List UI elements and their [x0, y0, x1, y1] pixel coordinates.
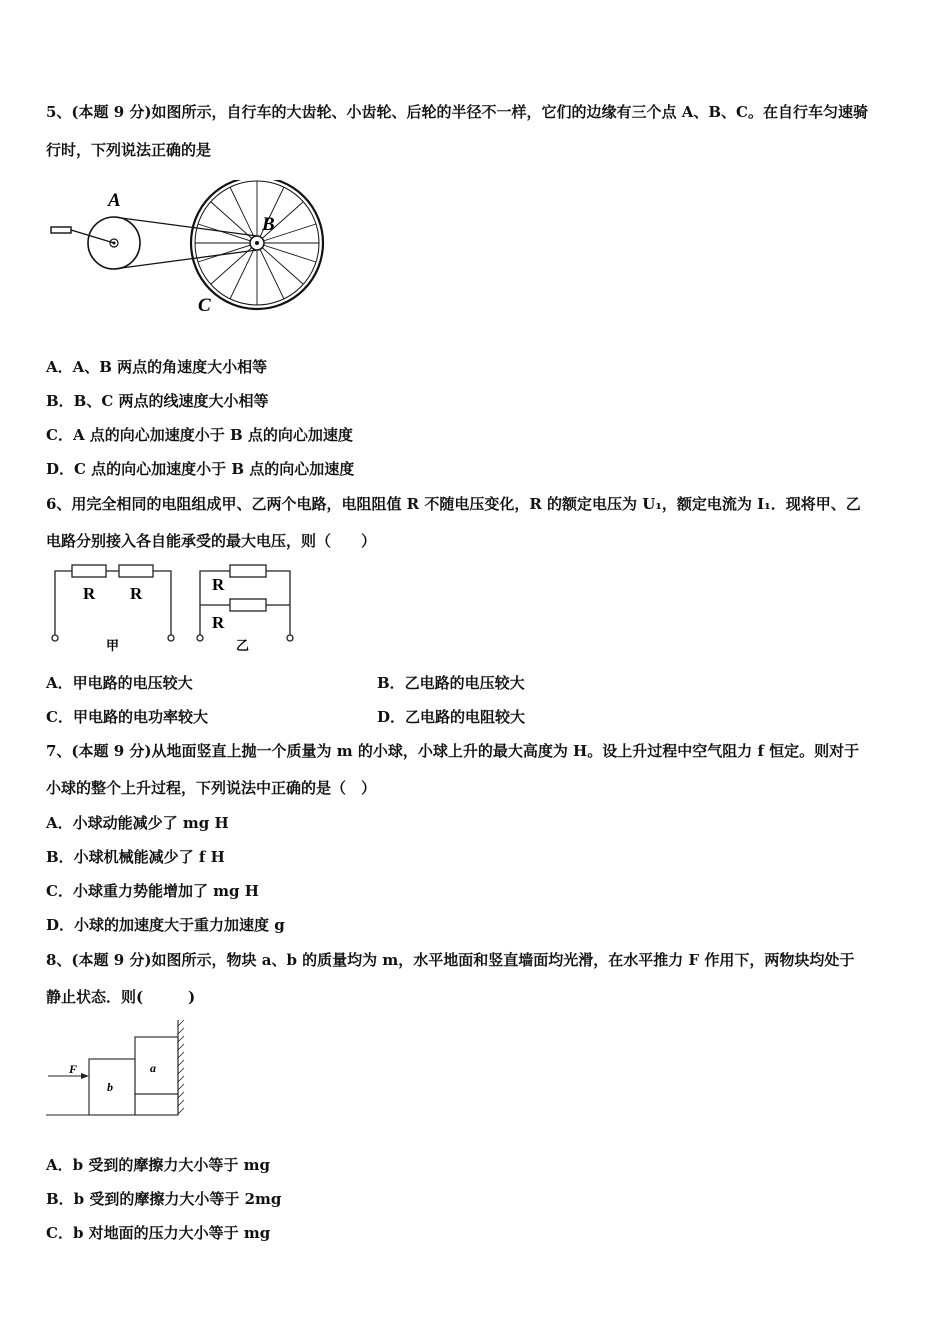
blocks-wall-figure [46, 1016, 188, 1122]
q8-stem-line2: 静止状态．则( ) [46, 988, 196, 1006]
resistor-label: R [212, 613, 225, 632]
q5-option-b: B．B、C 两点的线速度大小相等 [46, 392, 269, 410]
q6-stem-line1: 6、用完全相同的电阻组成甲、乙两个电路，电阻阻值 R 不随电压变化，R 的额定电压为 U₁，额定电流为 I₁．现将甲、乙 [46, 495, 861, 513]
q8-option-c: C．b 对地面的压力大小等于 mg [46, 1224, 271, 1242]
q5-stem-line1: 5、(本题 9 分)如图所示，自行车的大齿轮、小齿轮、后轮的半径不一样，它们的边缘有三个点 A、B、C。在自行车匀速骑 [46, 103, 868, 121]
fig-label-b: B [262, 214, 275, 235]
q6-option-c: C．甲电路的电功率较大 [46, 708, 208, 726]
circuit-label-jia: 甲 [106, 638, 120, 653]
q6-option-a: A．甲电路的电压较大 [46, 674, 193, 692]
q6-stem-line2: 电路分别接入各自能承受的最大电压，则（ ） [46, 532, 377, 550]
block-label-b: b [107, 1080, 113, 1094]
block-a [135, 1037, 178, 1094]
q7-stem-line1: 7、(本题 9 分)从地面竖直上抛一个质量为 m 的小球，小球上升的最大高度为 H。设上升过程中空气阻力 f 恒定。则对于 [46, 742, 860, 760]
q6-option-b: B．乙电路的电压较大 [377, 674, 525, 692]
q7-stem-line2: 小球的整个上升过程，下列说法中正确的是（ ） [46, 779, 377, 797]
circuit-figure [46, 560, 306, 656]
force-arrow-head [81, 1073, 89, 1079]
resistor-label: R [83, 584, 96, 603]
q7-option-c: C．小球重力势能增加了 mg H [46, 882, 259, 900]
q8-stem-line1: 8、(本题 9 分)如图所示，物块 a、b 的质量均为 m，水平地面和竖直墙面均光滑，在水平推力 F 作用下，两物块均处于 [46, 951, 855, 969]
resistor-label: R [130, 584, 143, 603]
q6-option-d: D．乙电路的电阻较大 [377, 708, 526, 726]
resistor-label: R [212, 575, 225, 594]
block-label-a: a [150, 1061, 156, 1075]
force-label-f: F [69, 1062, 78, 1076]
circuit-label-yi: 乙 [236, 638, 250, 653]
q5-option-d: D．C 点的向心加速度小于 B 点的向心加速度 [46, 460, 355, 478]
q5-stem-line2: 行时，下列说法正确的是 [46, 141, 212, 159]
q7-option-d: D．小球的加速度大于重力加速度 g [46, 916, 285, 934]
q8-option-b: B．b 受到的摩擦力大小等于 2mg [46, 1190, 282, 1208]
q5-option-c: C．A 点的向心加速度小于 B 点的向心加速度 [46, 426, 353, 444]
fig-label-a: A [108, 190, 121, 211]
q7-option-a: A．小球动能减少了 mg H [46, 814, 229, 832]
q5-option-a: A．A、B 两点的角速度大小相等 [46, 358, 268, 376]
bicycle-gear-figure [46, 180, 336, 320]
q7-option-b: B．小球机械能减少了 f H [46, 848, 225, 866]
fig-label-c: C [198, 295, 211, 316]
q8-option-a: A．b 受到的摩擦力大小等于 mg [46, 1156, 270, 1174]
